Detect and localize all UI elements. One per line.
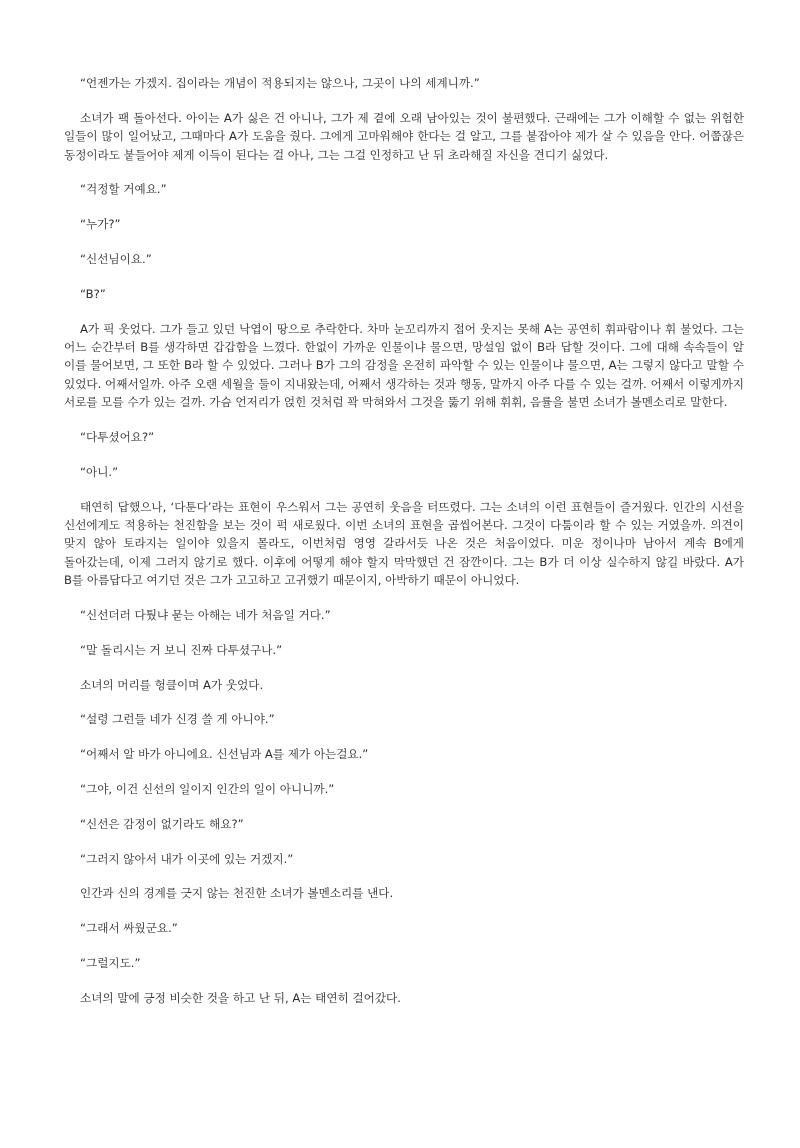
- paragraph: “어째서 알 바가 아니에요. 신선님과 A를 제가 아는걸요.”: [80, 747, 369, 762]
- paragraph: “그러지 않아서 내가 이곳에 있는 거겠지.”: [80, 851, 294, 866]
- paragraph: “아니.”: [80, 464, 119, 479]
- paragraph: 인간과 신의 경계를 긋지 않는 천진한 소녀가 볼멘소리를 낸다.: [80, 886, 394, 901]
- paragraph: “신선은 감정이 없기라도 해요?”: [80, 816, 244, 831]
- paragraph: “그야, 이건 신선의 일이지 인간의 일이 아니니까.”: [80, 782, 335, 797]
- paragraph: A가 픽 웃었다. 그가 들고 있던 낙엽이 땅으로 추락한다. 차마 눈꼬리까지 접어 웃지는 못해 A는 공연히 휘파람이나 휘 불었다. 그는 어느 순간부터 B를 생각하면 갑갑함을 느꼈다. 한없이 가까운 인물이냐 물으면, 망설임 없이 B라 답할 것이다. 그에 대해 속속들이 알 이를 물어보면, 그 또한 B라 할 수 있었다. 그러나 B가 그의 감정을 온전히 파악할 수 있는 인물이냐 물으면, A는 그렇지 않다고 말할 수 있었다. 어째서일까. 아주 오랜 세월을 둘이 지내왔는데, 어째서 생각하는 것과 행동, 말까지 아주 다를 수 있는 걸까. 어째서 이렇게까지 서로를 모를 수가 있는 걸까. 가슴 언저리가 얹힌 것처럼 꽉 막혀와서 그것을 뚫기 위해 휘휘, 음률을 불면 소녀가 볼멘소리로 말한다.: [64, 321, 744, 410]
- paragraph: 소녀의 머리를 헝클이며 A가 웃었다.: [80, 677, 264, 692]
- paragraph: “그럴지도.”: [80, 956, 141, 970]
- paragraph: “언젠가는 가겠지. 집이라는 개념이 적용되지는 않으나, 그곳이 나의 세계니까.”: [80, 76, 480, 90]
- paragraph: 태연히 답했으나, ‘다툰다’라는 표현이 우스워서 그는 공연히 웃음을 터뜨렸다. 그는 소녀의 이런 표현들이 즐거웠다. 인간의 시선을 신선에게도 적용하는 천진함을 보는 것이 퍽 새로웠다. 이번 소녀의 표현을 곱씹어본다. 그것이 다툼이라 할 수 있는 거였을까. 의견이 맞지 않아 토라지는 일이야 있을지 몰라도, 이번처럼 영영 갈라서듯 나온 것은 처음이었다. 미운 정이나마 남아서 계속 B에게 돌아갔는데, 이제 그러지 않기로 했다. 이후에 어떻게 해야 할지 막막했던 건 잠깐이다. 그는 B가 더 이상 실수하지 않길 바랐다. A가 B를 아름답다고 여기던 것은 그가 고고하고 고귀했기 때문이지, 아박하기 때문이 아니었다.: [64, 499, 744, 588]
- paragraph: “신선더러 다퉜냐 묻는 아해는 네가 처음일 거다.”: [80, 608, 331, 623]
- paragraph: “누가?”: [80, 217, 121, 232]
- paragraph: “걱정할 거예요.”: [80, 182, 167, 197]
- paragraph: “B?”: [80, 286, 106, 301]
- paragraph: “그래서 싸웠군요.”: [80, 921, 178, 936]
- paragraph: “신선님이요.”: [80, 252, 152, 266]
- paragraph: 소녀의 말에 긍정 비슷한 것을 하고 난 뒤, A는 태연히 걸어갔다.: [80, 990, 401, 1005]
- document-body: [64, 74, 744, 1024]
- paragraph: “말 돌리시는 거 보니 진짜 다투셨구나.”: [80, 642, 283, 657]
- paragraph: 소녀가 팩 돌아선다. 아이는 A가 싫은 건 아니나, 그가 제 곁에 오래 남아있는 것이 불편했다. 근래에는 그가 이해할 수 없는 위험한 일들이 많이 일어났고, 그때마다 A가 도움을 줬다. 그에게 고마워해야 한다는 걸 알고, 그를 붙잡아야 제가 살 수 있음을 안다. 어쭙잖은 동정이라도 붙들어야 제게 이득이 된다는 걸 아나, 그는 그걸 인정하고 난 뒤 초라해질 자신을 견디기 싫었다.: [64, 110, 744, 162]
- paragraph: “설령 그런들 네가 신경 쓸 게 아니야.”: [80, 712, 275, 727]
- paragraph: “다투셨어요?”: [80, 430, 155, 445]
